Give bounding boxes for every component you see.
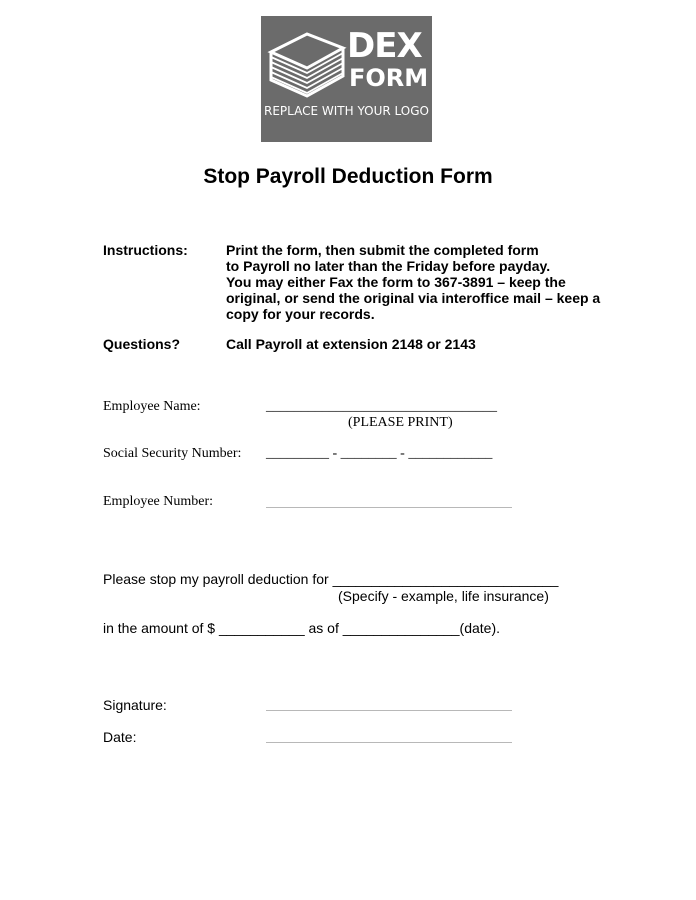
questions-text: Call Payroll at extension 2148 or 2143	[226, 336, 476, 352]
page-title: Stop Payroll Deduction Form	[203, 165, 493, 188]
questions-label: Questions?	[103, 336, 181, 352]
instructions-line: copy for your records.	[226, 306, 375, 322]
request-hint: (Specify - example, life insurance)	[338, 588, 549, 604]
request-line-1: Please stop my payroll deduction for _____________________________	[103, 571, 559, 587]
instructions-line: to Payroll no later than the Friday before payday.	[226, 258, 551, 274]
employee-name-hint: (PLEASE PRINT)	[348, 415, 453, 430]
logo-text-form: FORM	[349, 64, 429, 92]
logo	[261, 16, 432, 142]
instructions-text	[226, 242, 626, 322]
instructions-line: Print the form, then submit the completed form	[226, 242, 539, 258]
employee-number-field[interactable]	[266, 507, 512, 508]
date-field[interactable]	[266, 742, 512, 743]
signature-label: Signature:	[103, 697, 167, 713]
paper-stack-icon	[267, 30, 347, 100]
ssn-field[interactable]: _________ - ________ - ____________	[266, 446, 493, 461]
signature-field[interactable]	[266, 710, 512, 711]
request-line-2: in the amount of $ ___________ as of _______________(date).	[103, 620, 500, 636]
ssn-label: Social Security Number:	[103, 446, 242, 461]
employee-number-label: Employee Number:	[103, 494, 214, 509]
employee-name-field[interactable]: _________________________________	[266, 399, 497, 414]
instructions-line: original, or send the original via interoffice mail – keep a	[226, 290, 601, 306]
logo-text-dex: DEX	[347, 26, 422, 66]
date-label: Date:	[103, 729, 137, 745]
logo-tagline: REPLACE WITH YOUR LOGO	[264, 104, 429, 118]
employee-name-label: Employee Name:	[103, 399, 201, 414]
instructions-label: Instructions:	[103, 242, 188, 258]
instructions-line: You may either Fax the form to 367-3891 – keep the	[226, 274, 566, 290]
